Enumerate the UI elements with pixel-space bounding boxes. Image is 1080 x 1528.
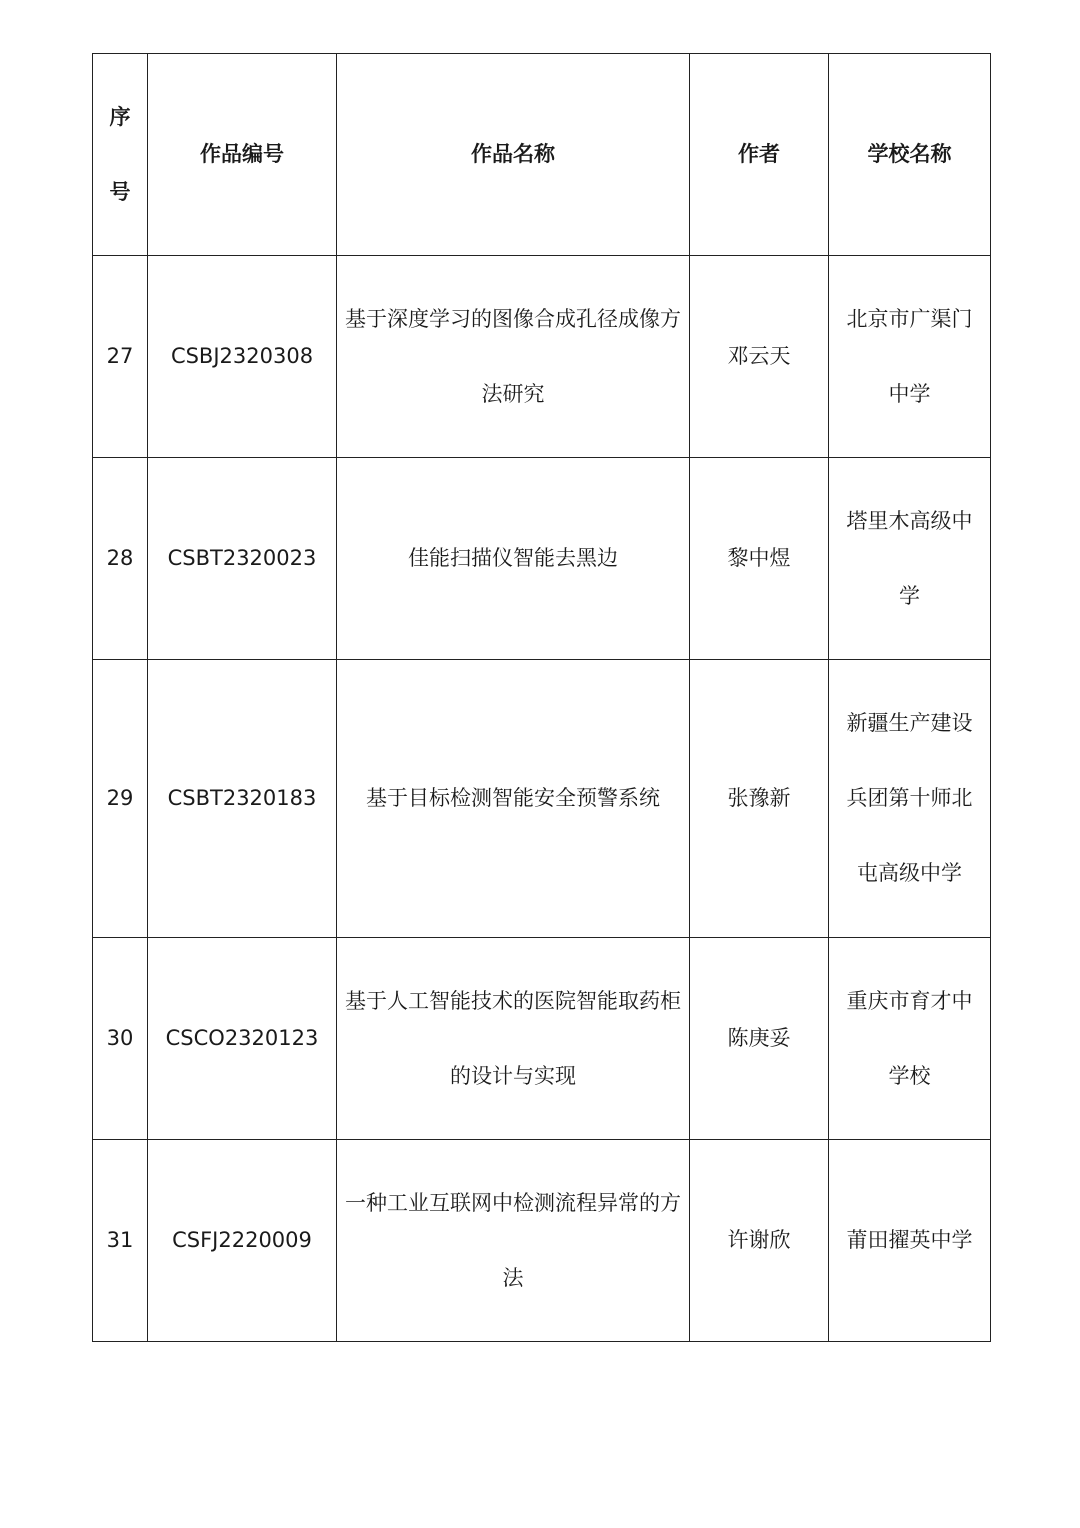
header-code: 作品编号 [148,54,337,256]
cell-title: 一种工业互联网中检测流程异常的方法 [337,1140,690,1342]
cell-author: 黎中煜 [690,458,829,660]
cell-school: 北京市广渠门中学 [829,256,991,458]
cell-author: 张豫新 [690,660,829,938]
cell-code: CSCO2320123 [148,938,337,1140]
table-row [93,660,991,938]
cell-school: 重庆市育才中学校 [829,938,991,1140]
cell-school: 莆田擢英中学 [829,1140,991,1342]
cell-title: 佳能扫描仪智能去黑边 [337,458,690,660]
cell-seq: 29 [93,660,148,938]
cell-title: 基于目标检测智能安全预警系统 [337,660,690,938]
cell-author: 邓云天 [690,256,829,458]
cell-code: CSBJ2320308 [148,256,337,458]
cell-title: 基于深度学习的图像合成孔径成像方法研究 [337,256,690,458]
table-row [93,1140,991,1342]
cell-author: 许谢欣 [690,1140,829,1342]
cell-title: 基于人工智能技术的医院智能取药柜的设计与实现 [337,938,690,1140]
table-row [93,458,991,660]
cell-school: 新疆生产建设兵团第十师北屯高级中学 [829,660,991,938]
header-row [93,54,991,256]
cell-seq: 30 [93,938,148,1140]
header-school: 学校名称 [829,54,991,256]
cell-code: CSBT2320023 [148,458,337,660]
table-row [93,938,991,1140]
cell-seq: 31 [93,1140,148,1342]
table-row [93,256,991,458]
header-seq: 序号 [93,54,148,256]
cell-code: CSBT2320183 [148,660,337,938]
cell-seq: 28 [93,458,148,660]
cell-code: CSFJ2220009 [148,1140,337,1342]
header-author: 作者 [690,54,829,256]
award-table [92,53,991,1342]
header-title: 作品名称 [337,54,690,256]
cell-seq: 27 [93,256,148,458]
cell-author: 陈庚妥 [690,938,829,1140]
cell-school: 塔里木高级中学 [829,458,991,660]
